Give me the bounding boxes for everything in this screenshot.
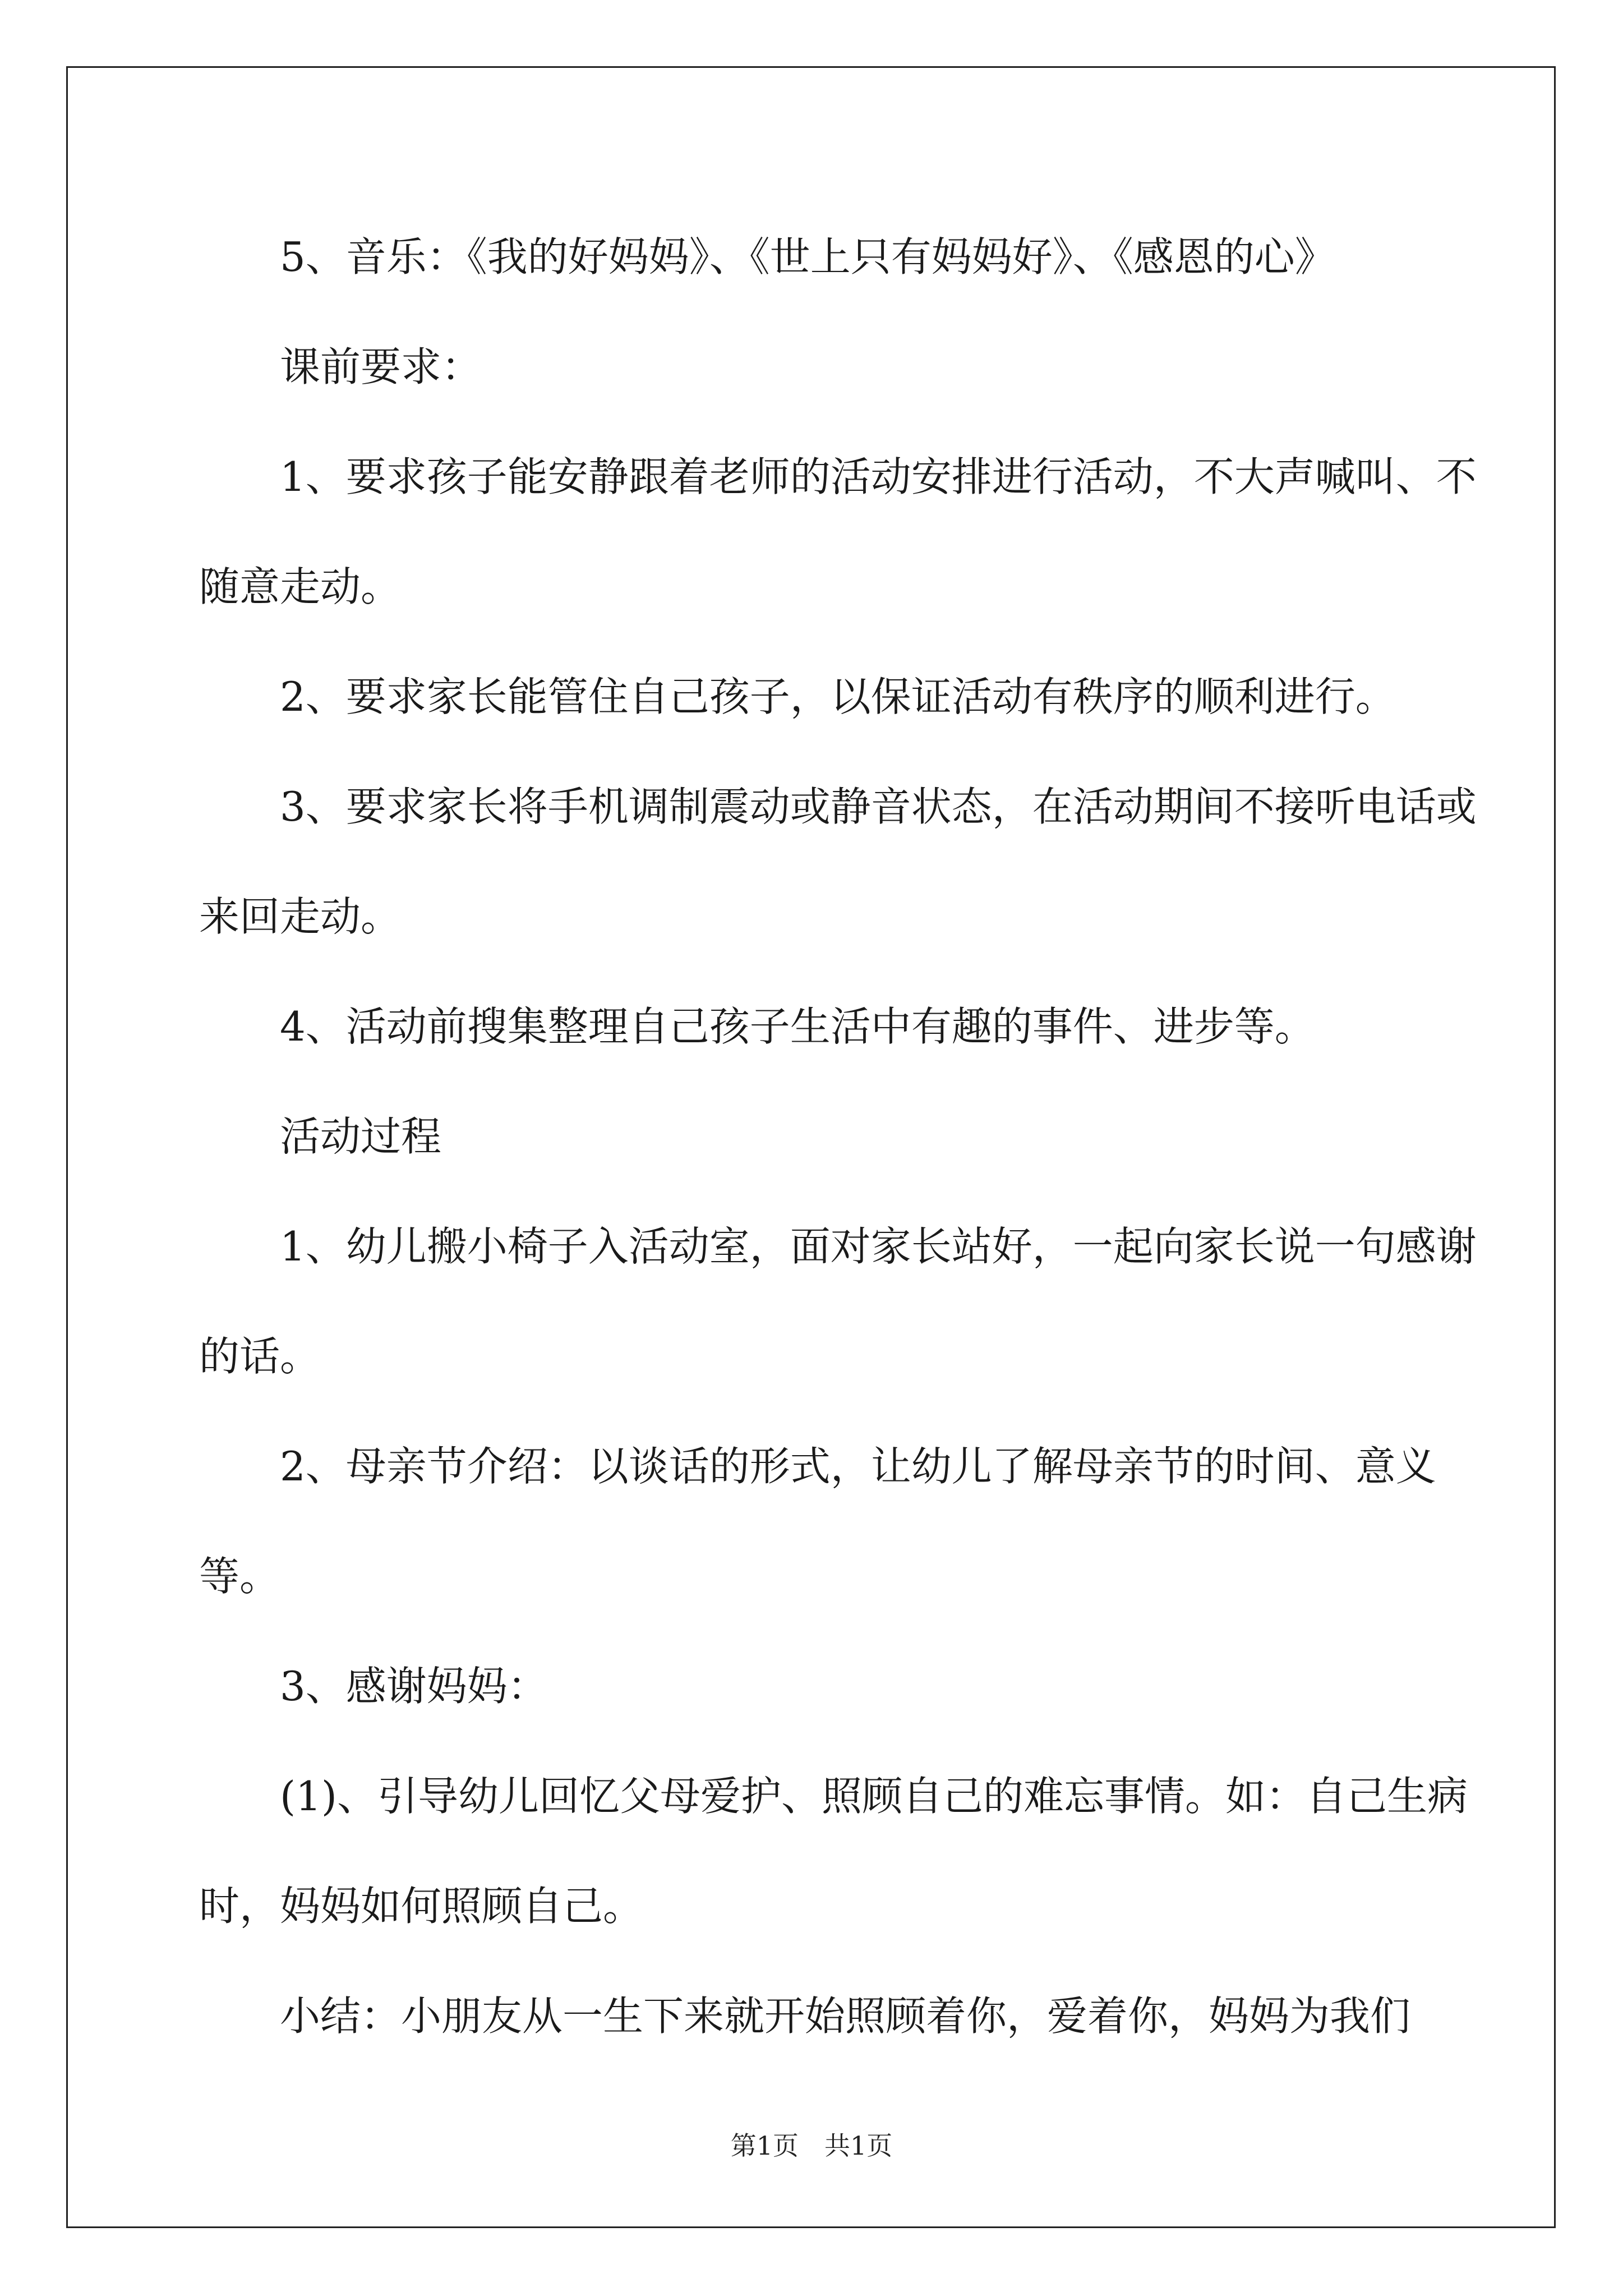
paragraph-summary: 小结：小朋友从一生下来就开始照顾着你，爱着你，妈妈为我们	[280, 1993, 1411, 2040]
paragraph-requirement-4: 4、活动前搜集整理自己孩子生活中有趣的事件、进步等。	[280, 1003, 1315, 1050]
paragraph-process-1: 1、幼儿搬小椅子入活动室，面对家长站好，一起向家长说一句感谢的话。	[199, 1223, 1477, 1380]
paragraph-process-heading: 活动过程	[280, 1113, 442, 1160]
paragraph-process-3: 3、感谢妈妈：	[280, 1663, 548, 1710]
paragraph-requirements-heading: 课前要求：	[280, 343, 482, 390]
paragraph-process-3-1: (1)、引导幼儿回忆父母爱护、照顾自己的难忘事情。如：自己生病时，妈妈如何照顾自己。	[199, 1773, 1468, 1930]
page-number-text: 第1页 共1页	[730, 2131, 893, 2161]
paragraph-music: 5、音乐：《我的好妈妈》、《世上只有妈妈好》、《感恩的心》	[280, 233, 1335, 280]
paragraph-requirement-1: 1、要求孩子能安静跟着老师的活动安排进行活动，不大声喊叫、不随意走动。	[199, 453, 1477, 610]
page-footer	[0, 2129, 1623, 2162]
paragraph-process-2: 2、母亲节介绍：以谈话的形式，让幼儿了解母亲节的时间、意义等。	[199, 1443, 1436, 1600]
paragraph-requirement-2: 2、要求家长能管住自己孩子，以保证活动有秩序的顺利进行。	[280, 673, 1396, 720]
paragraph-requirement-3: 3、要求家长将手机调制震动或静音状态，在活动期间不接听电话或来回走动。	[199, 783, 1477, 940]
document-body	[199, 202, 1483, 2071]
